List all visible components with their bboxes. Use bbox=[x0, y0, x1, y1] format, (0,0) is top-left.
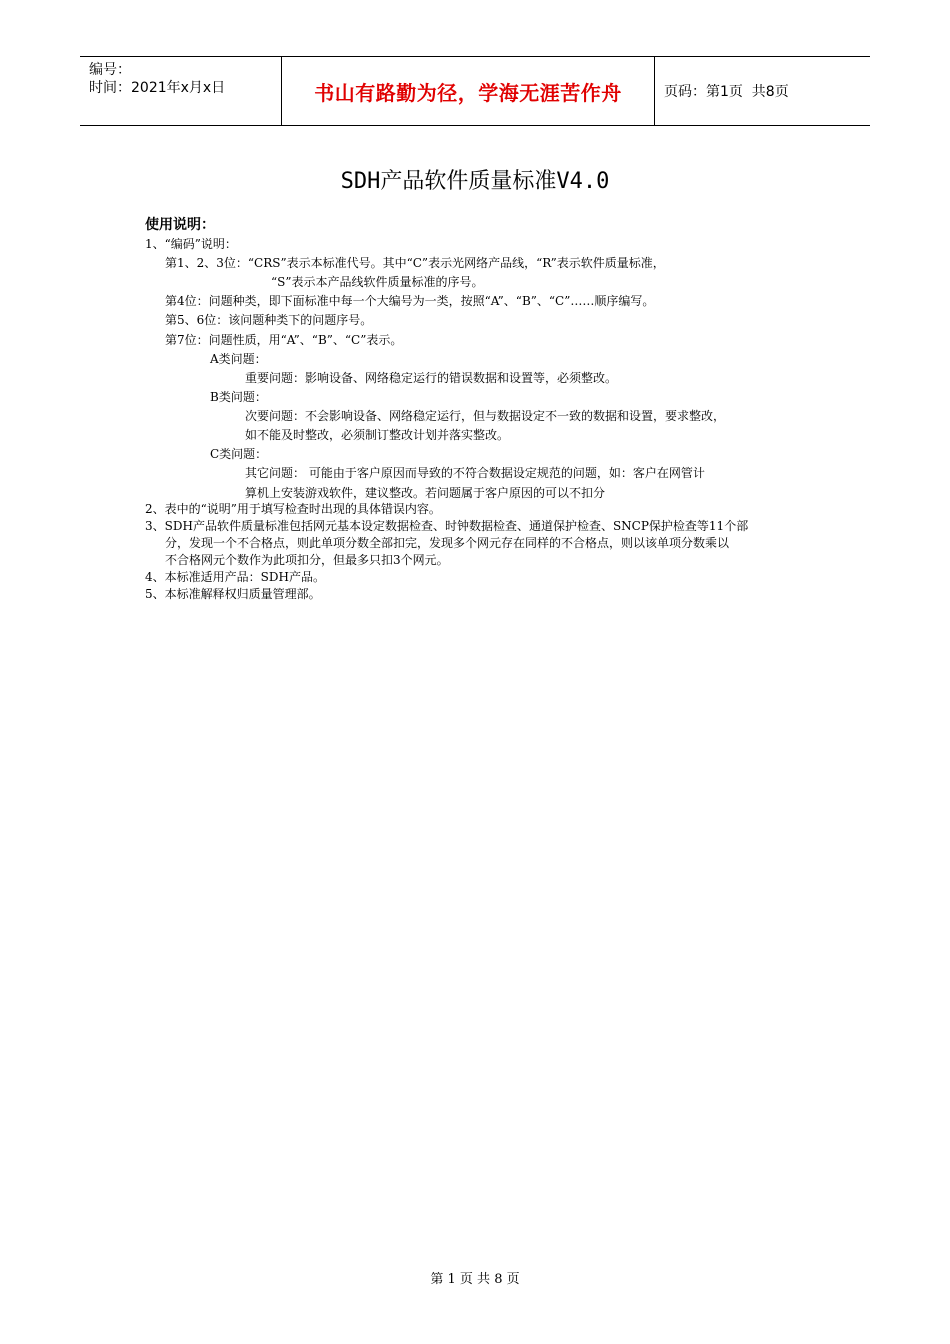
instruction-line: 不合格网元个数作为此项扣分，但最多只扣3个网元。 bbox=[165, 553, 449, 567]
instruction-line: 算机上安装游戏软件，建议整改。若问题属于客户原因的可以不扣分 bbox=[245, 486, 606, 500]
instruction-line: 2、表中的“说明”用于填写检查时出现的具体错误内容。 bbox=[145, 502, 441, 516]
header-page-cell bbox=[655, 57, 870, 125]
instruction-line: 其它问题： 可能由于客户原因而导致的不符合数据设定规范的问题，如：客户在网管计 bbox=[245, 466, 705, 480]
instruction-line: 重要问题：影响设备、网络稳定运行的错误数据和设置等，必须整改。 bbox=[245, 371, 618, 385]
header-page-label: 页码：第1页 共8页 bbox=[664, 84, 789, 100]
instruction-line: 第4位：问题种类，即下面标准中每一个大编号为一类，按照“A”、“B”、“C”……顺序编写。 bbox=[165, 294, 655, 308]
instruction-line: 3、SDH产品软件质量标准包括网元基本设定数据检查、时钟数据检查、通道保护检查、SNCP保护检查等11个部 bbox=[145, 519, 749, 533]
header-meta-cell bbox=[80, 57, 281, 125]
document-number-label: 编号： bbox=[89, 62, 131, 78]
instruction-line: “S”表示本产品线软件质量标准的序号。 bbox=[271, 275, 484, 289]
instruction-line: A类问题： bbox=[210, 352, 267, 366]
instruction-line: 4、本标准适用产品：SDH产品。 bbox=[145, 570, 325, 584]
instruction-line: 第1、2、3位：“CRS”表示本标准代号。其中“C”表示光网络产品线，“R”表示软件质量标准， bbox=[165, 256, 665, 270]
document-time-label: 时间：2021年x月x日 bbox=[89, 80, 226, 96]
document-title: SDH产品软件质量标准V4.0 bbox=[340, 169, 610, 194]
instruction-line: 第5、6位：该问题种类下的问题序号。 bbox=[165, 313, 373, 327]
header-motto: 书山有路勤为径，学海无涯苦作舟 bbox=[314, 80, 622, 105]
instruction-line: 如不能及时整改，必须制订整改计划并落实整改。 bbox=[245, 428, 510, 442]
instruction-line: B类问题： bbox=[210, 390, 267, 404]
page-footer: 第 1 页 共 8 页 bbox=[430, 1272, 520, 1287]
instruction-line: 1、“编码”说明： bbox=[145, 237, 237, 251]
instruction-line: 5、本标准解释权归质量管理部。 bbox=[145, 587, 321, 601]
instruction-line: 次要问题：不会影响设备、网络稳定运行，但与数据设定不一致的数据和设置，要求整改， bbox=[245, 409, 726, 423]
document-header bbox=[80, 56, 870, 126]
instruction-line: 分，发现一个不合格点，则此单项分数全部扣完，发现多个网元存在同样的不合格点，则以该单项分数乘以 bbox=[165, 536, 730, 550]
section-heading: 使用说明： bbox=[145, 217, 215, 233]
header-motto-cell bbox=[281, 57, 655, 125]
instruction-line: C类问题： bbox=[210, 447, 268, 461]
instruction-line: 第7位：问题性质，用“A”、“B”、“C”表示。 bbox=[165, 333, 403, 347]
